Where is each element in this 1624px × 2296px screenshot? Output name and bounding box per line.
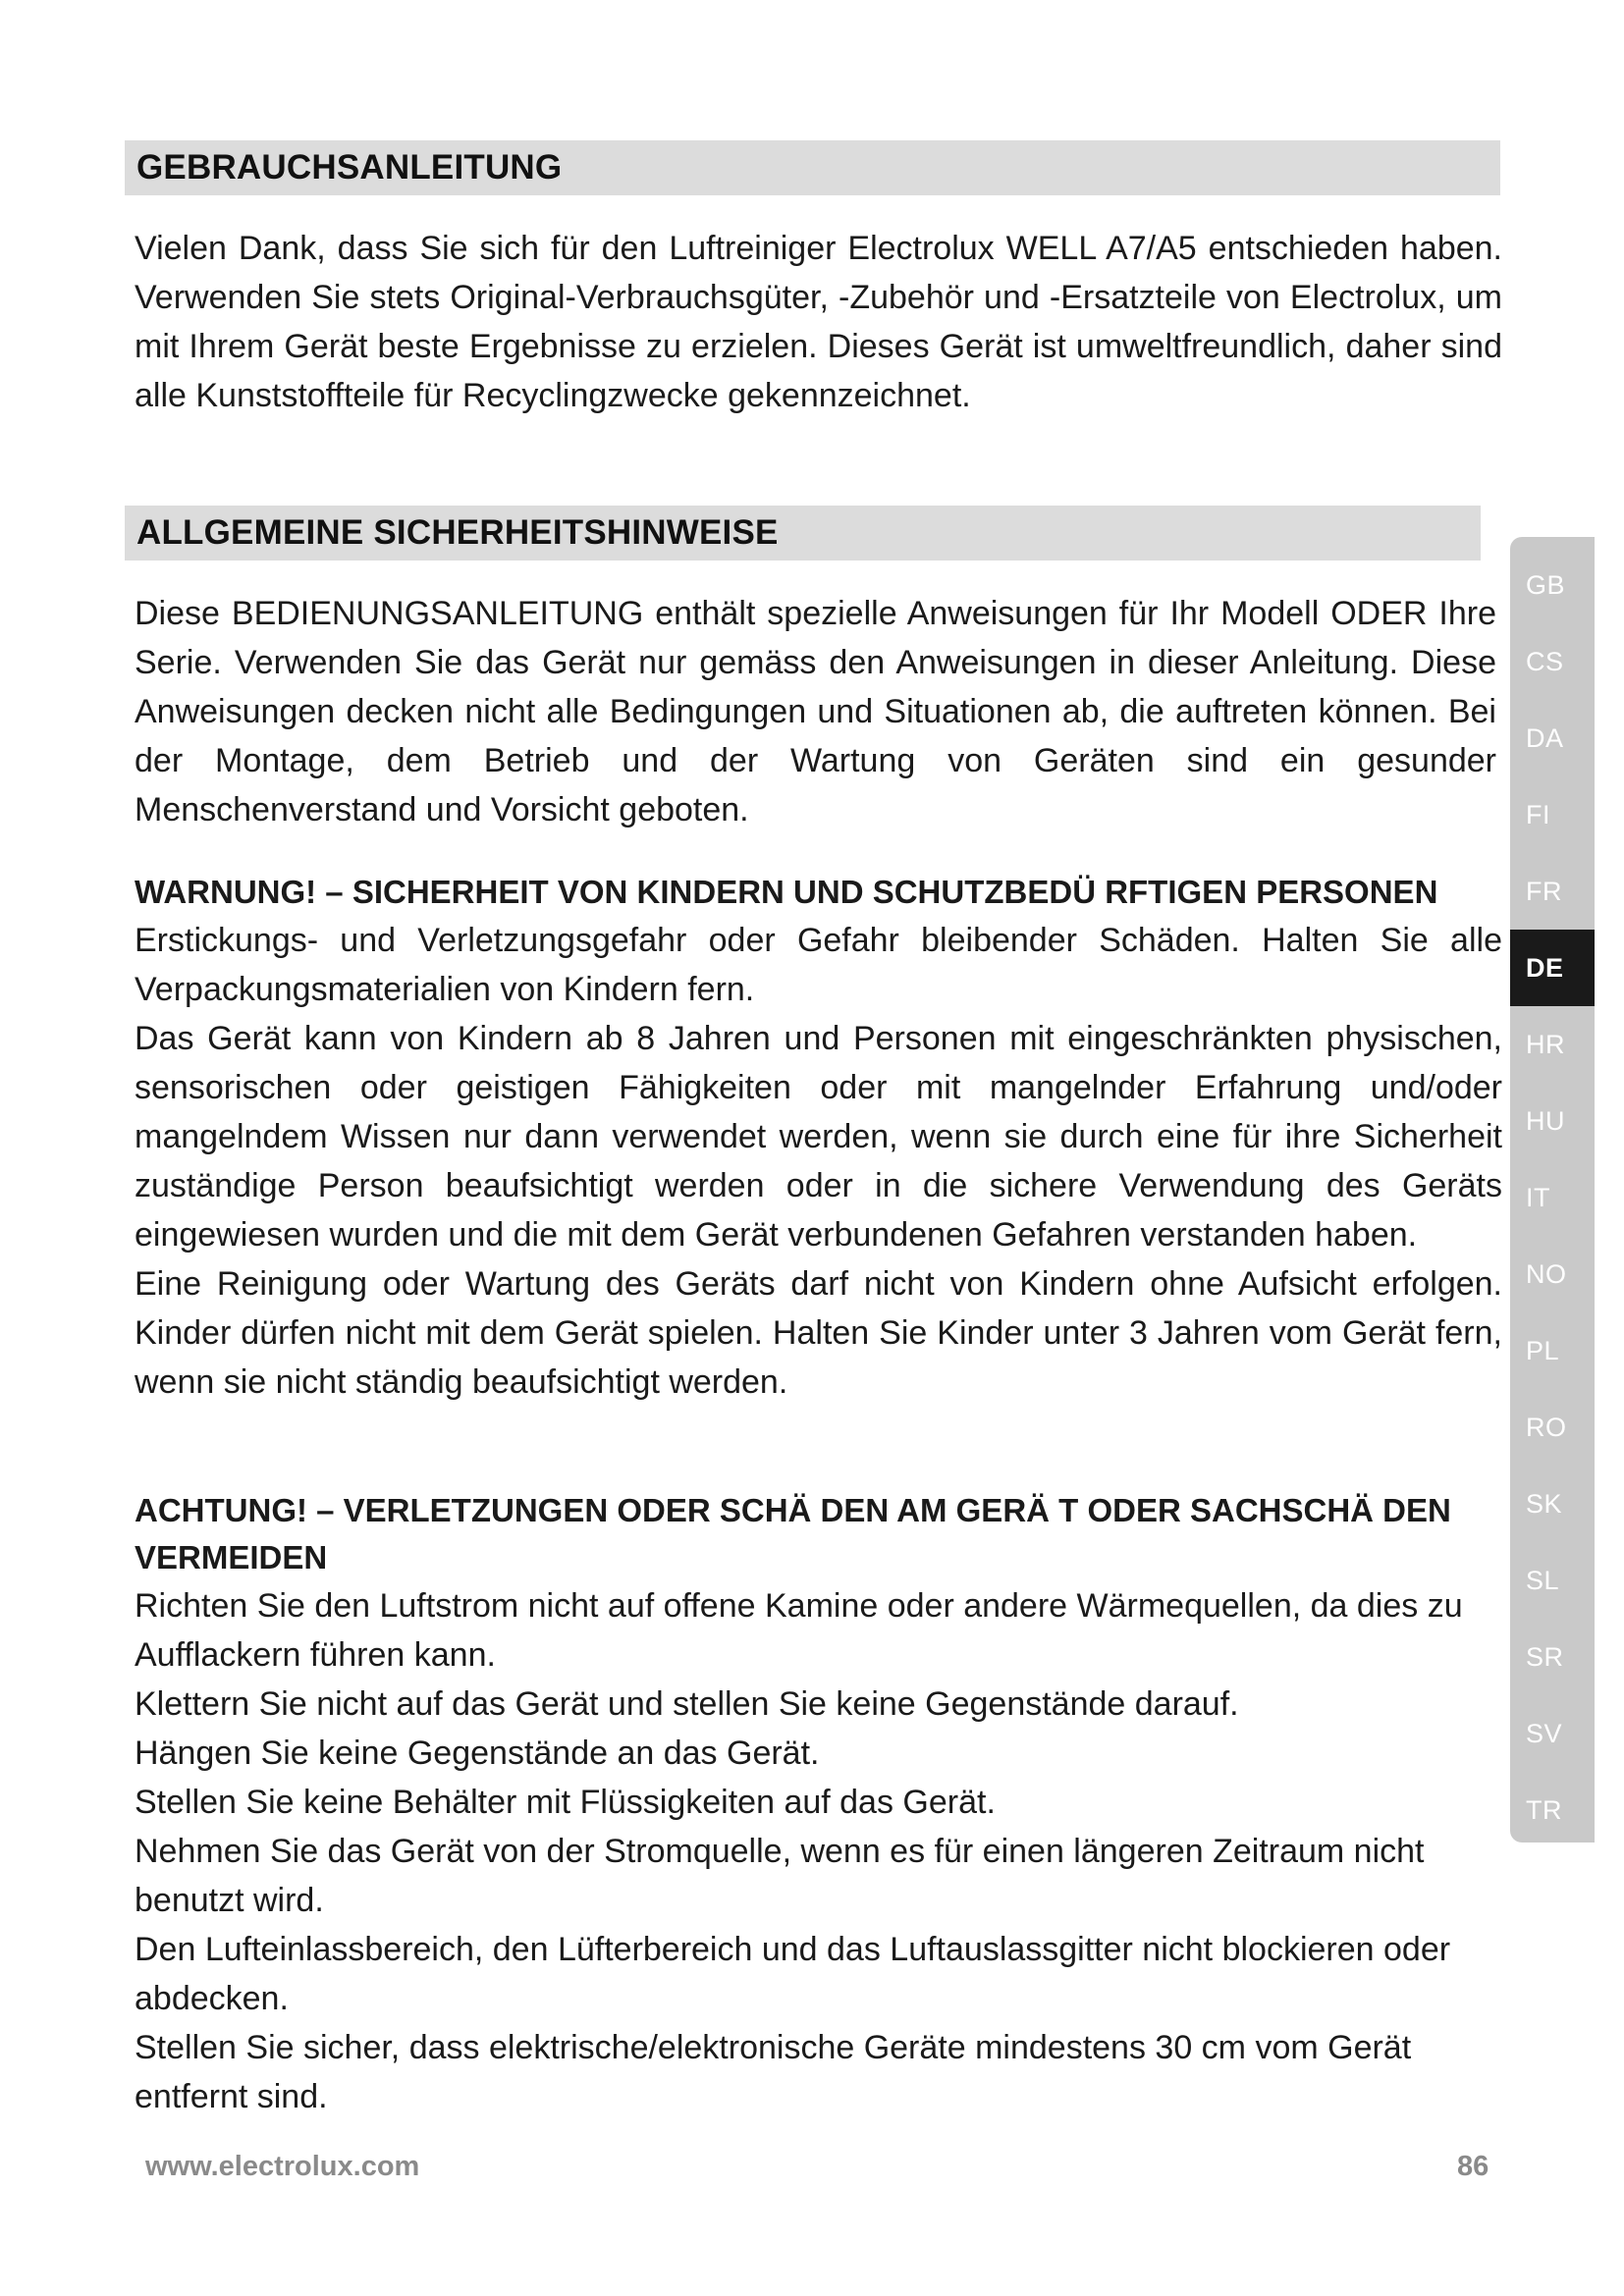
caution-item: Stellen Sie sicher, dass elektrische/elektronische Geräte mindestens 30 cm vom Gerät entfernt sind. (135, 2029, 1412, 2115)
section-title-safety: ALLGEMEINE SICHERHEITSHINWEISE (136, 513, 779, 552)
page-number: 86 (1457, 2151, 1489, 2182)
footer-url: www.electrolux.com (145, 2151, 420, 2182)
language-tab-gb[interactable]: GB (1526, 569, 1566, 600)
language-tab-strip (1510, 537, 1595, 1842)
language-tab-pl[interactable]: PL (1526, 1335, 1560, 1365)
language-tab-hr[interactable]: HR (1526, 1029, 1565, 1059)
language-tab-it[interactable]: IT (1526, 1182, 1550, 1212)
language-tab-sl[interactable]: SL (1526, 1565, 1560, 1595)
safety-intro-paragraph (135, 589, 1496, 834)
caution-block (135, 1487, 1509, 2121)
warning-paragraph: Erstickungs- und Verletzungsgefahr oder Gefahr bleibender Schäden. Halten Sie alle Verpackungsmaterialien von Kindern fern. (135, 922, 1502, 1008)
caution-heading: ACHTUNG! – VERLETZUNGEN ODER SCHÄ DEN AM GERÄ T ODER SACHSCHÄ DEN VERMEIDEN (135, 1492, 1451, 1575)
warning-heading: WARNUNG! – SICHERHEIT VON KINDERN UND SCHUTZBEDÜ RFTIGEN PERSONEN (135, 874, 1438, 910)
language-tab-sr[interactable]: SR (1526, 1641, 1564, 1672)
language-tab-de[interactable]: DE (1510, 930, 1595, 1006)
caution-item: Hängen Sie keine Gegenstände an das Gerät. (135, 1735, 820, 1772)
warning-block (135, 869, 1502, 1407)
language-tab-tr[interactable]: TR (1526, 1794, 1562, 1825)
caution-item: Stellen Sie keine Behälter mit Flüssigkeiten auf das Gerät. (135, 1784, 996, 1821)
language-tab-fr[interactable]: FR (1526, 876, 1562, 906)
language-tab-sv[interactable]: SV (1526, 1718, 1563, 1748)
language-tab-fi[interactable]: FI (1526, 799, 1550, 829)
caution-item: Richten Sie den Luftstrom nicht auf offene Kamine oder andere Wärmequellen, da dies zu Aufflackern führen kann. (135, 1587, 1463, 1674)
language-tab-ro[interactable]: RO (1526, 1412, 1567, 1442)
language-tab-cs[interactable]: CS (1526, 646, 1564, 676)
section-header-usage (125, 140, 1500, 195)
usage-paragraph (135, 224, 1502, 420)
language-tab-sk[interactable]: SK (1526, 1488, 1563, 1519)
safety-intro-text: Diese BEDIENUNGSANLEITUNG enthält spezielle Anweisungen für Ihr Modell ODER Ihre Serie. Verwenden Sie das Gerät nur gemäss den Anweisungen in dieser Anleitung. Diese Anweisungen decken nicht alle Bedingungen und Situationen ab, die auftreten können. Bei der Montage, dem Betrieb und der Wartung von Geräten sind ein gesunder Menschenverstand und Vorsicht geboten. (135, 595, 1496, 828)
language-tab-da[interactable]: DA (1526, 722, 1564, 753)
warning-paragraph: Das Gerät kann von Kindern ab 8 Jahren und Personen mit eingeschränkten physischen, sensorischen oder geistigen Fähigkeiten oder mit mangelnder Erfahrung und/oder mangelndem Wissen nur dann verwendet werden, wenn sie durch eine für ihre Sicherheit zuständige Person beaufsichtigt werden oder in die sichere Verwendung des Geräts eingewiesen wurden und die mit dem Gerät verbundenen Gefahren verstanden haben. (135, 1020, 1502, 1254)
warning-paragraph: Eine Reinigung oder Wartung des Geräts darf nicht von Kindern ohne Aufsicht erfolgen. Kinder dürfen nicht mit dem Gerät spielen. Halten Sie Kinder unter 3 Jahren vom Gerät fern, wenn sie nicht ständig beaufsichtigt werden. (135, 1265, 1502, 1401)
caution-item: Den Lufteinlassbereich, den Lüfterbereich und das Luftauslassgitter nicht blockieren oder abdecken. (135, 1931, 1451, 2017)
usage-text: Vielen Dank, dass Sie sich für den Luftreiniger Electrolux WELL A7/A5 entschieden haben. Verwenden Sie stets Original-Verbrauchsgüter, -Zubehör und -Ersatzteile von Electrolux, um mit Ihrem Gerät beste Ergebnisse zu erzielen. Dieses Gerät ist umweltfreundlich, daher sind alle Kunststoffteile für Recyclingzwecke gekennzeichnet. (135, 230, 1502, 414)
section-title-usage: GEBRAUCHSANLEITUNG (136, 148, 563, 187)
section-header-safety (125, 506, 1481, 561)
language-tab-no[interactable]: NO (1526, 1258, 1567, 1289)
language-tab-hu[interactable]: HU (1526, 1105, 1565, 1136)
caution-item: Klettern Sie nicht auf das Gerät und stellen Sie keine Gegenstände darauf. (135, 1685, 1239, 1723)
caution-item: Nehmen Sie das Gerät von der Stromquelle, wenn es für einen längeren Zeitraum nicht benutzt wird. (135, 1833, 1425, 1919)
